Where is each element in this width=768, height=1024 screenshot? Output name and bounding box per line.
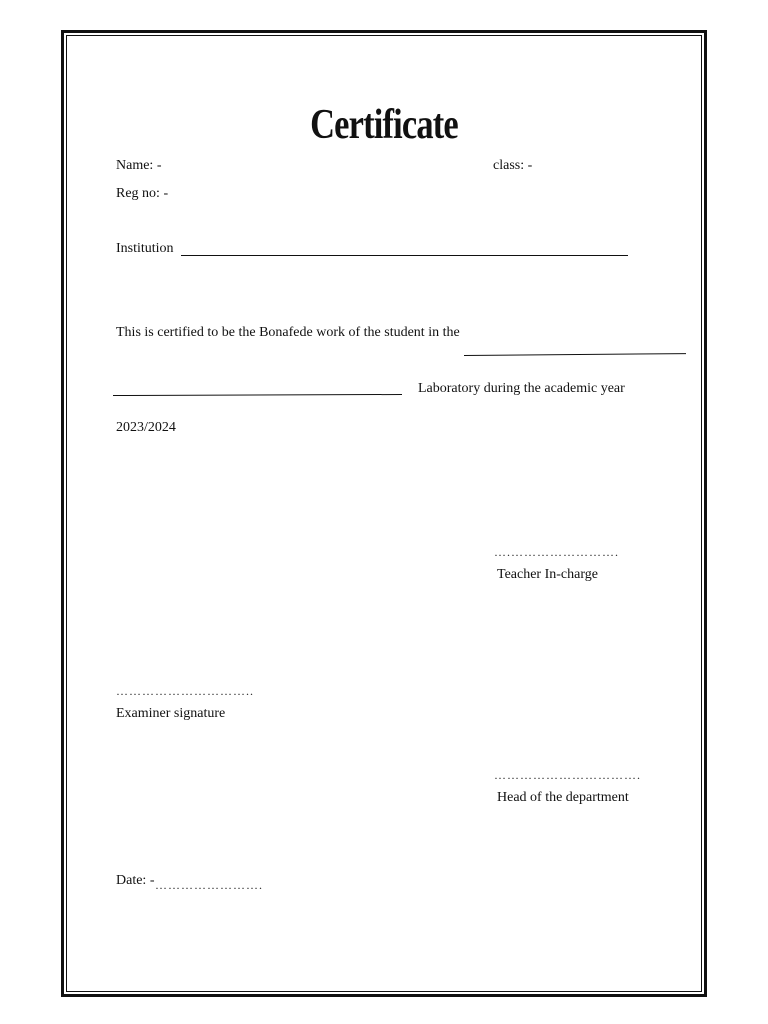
institution-label: Institution <box>116 241 174 256</box>
institution-blank-line <box>181 255 628 256</box>
teacher-in-charge-label: Teacher In-charge <box>497 567 598 582</box>
teacher-signature-line: ….……………………. <box>494 545 619 559</box>
date-blank-line: ……………………. <box>155 878 263 892</box>
certification-text-line2: Laboratory during the academic year <box>418 381 625 396</box>
academic-year: 2023/2024 <box>116 420 176 435</box>
examiner-signature-label: Examiner signature <box>116 706 226 721</box>
class-label: class: - <box>493 158 533 173</box>
certificate-title: Certificate <box>310 102 458 148</box>
reg-no-label: Reg no: - <box>116 186 169 201</box>
hod-signature-line: ……………………………. <box>494 768 641 782</box>
examiner-signature-line: ………………………….. <box>116 684 254 698</box>
certificate-border-inner <box>66 35 702 992</box>
head-of-department-label: Head of the department <box>497 790 629 805</box>
date-label: Date: - <box>116 873 155 888</box>
certification-text-line1: This is certified to be the Bonafede work of the student in the <box>116 325 460 340</box>
name-label: Name: - <box>116 158 162 173</box>
